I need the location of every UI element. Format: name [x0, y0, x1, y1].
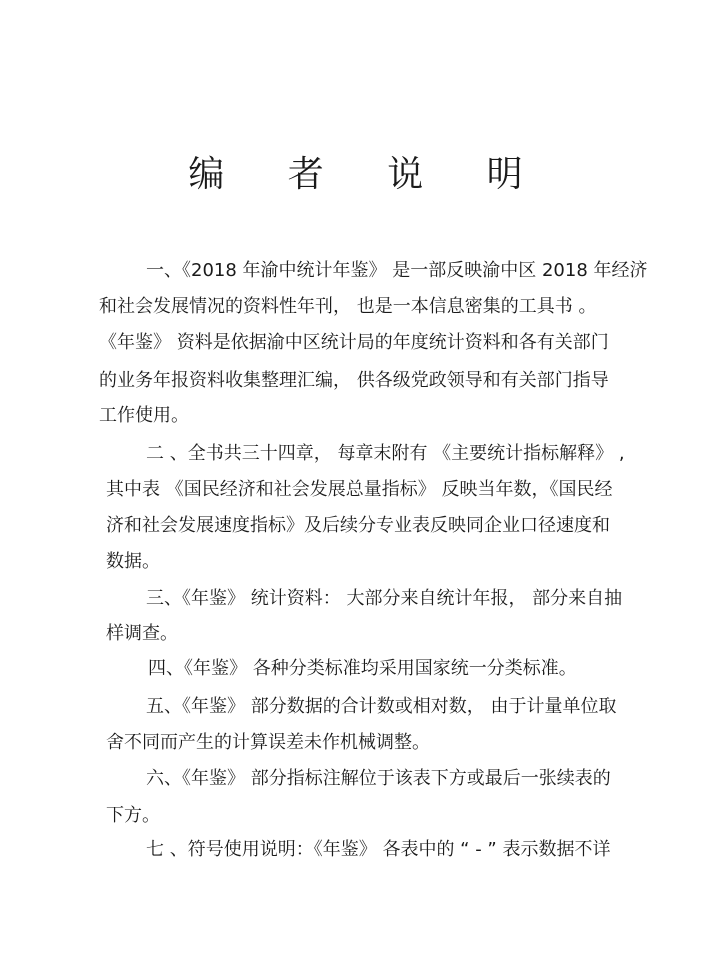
paragraph-2-line-1: 二 、全书共三十四章， 每章末附有 《主要统计指标解释》 , [146, 443, 625, 464]
paragraph-5-line-2: 舍不同而产生的计算误差未作机械调整。 [106, 732, 430, 753]
paragraph-2-line-2: 其中表 《国民经济和社会发展总量指标》 反映当年数，《国民经 [106, 479, 613, 500]
paragraph-4-line-1: 四、《年鉴》 各种分类标准均采用国家统一分类标准。 [148, 658, 577, 679]
paragraph-3-line-2: 样调查。 [106, 623, 178, 644]
paragraph-6-line-2: 下方。 [106, 805, 160, 826]
paragraph-1-line-3: 《年鉴》 资料是依据渝中区统计局的年度统计资料和各有关部门 [99, 332, 609, 353]
paragraph-1-line-5: 工作使用。 [99, 405, 189, 426]
paragraph-5-line-1: 五、《年鉴》 部分数据的合计数或相对数， 由于计量单位取 [146, 696, 617, 717]
paragraph-6-line-1: 六、《年鉴》 部分指标注解位于该表下方或最后一张续表的 [146, 768, 611, 789]
paragraph-7-line-1: 七 、符号使用说明：《年鉴》 各表中的 “ - ” 表示数据不详 [146, 839, 611, 860]
paragraph-3-line-1: 三、《年鉴》 统计资料： 大部分来自统计年报， 部分来自抽 [146, 588, 623, 609]
paragraph-1-line-1: 一、《2018 年渝中统计年鉴》 是一部反映渝中区 2018 年经济 [146, 260, 648, 281]
page-title: 编 者 说 明 [188, 154, 549, 195]
paragraph-1-line-4: 的业务年报资料收集整理汇编， 供各级党政领导和有关部门指导 [99, 370, 609, 391]
paragraph-2-line-3: 济和社会发展速度指标》及后续分专业表反映同企业口径速度和 [106, 515, 610, 536]
paragraph-1-line-2: 和社会发展情况的资料性年刊， 也是一本信息密集的工具书 。 [99, 296, 597, 317]
paragraph-2-line-4: 数据。 [106, 551, 160, 572]
